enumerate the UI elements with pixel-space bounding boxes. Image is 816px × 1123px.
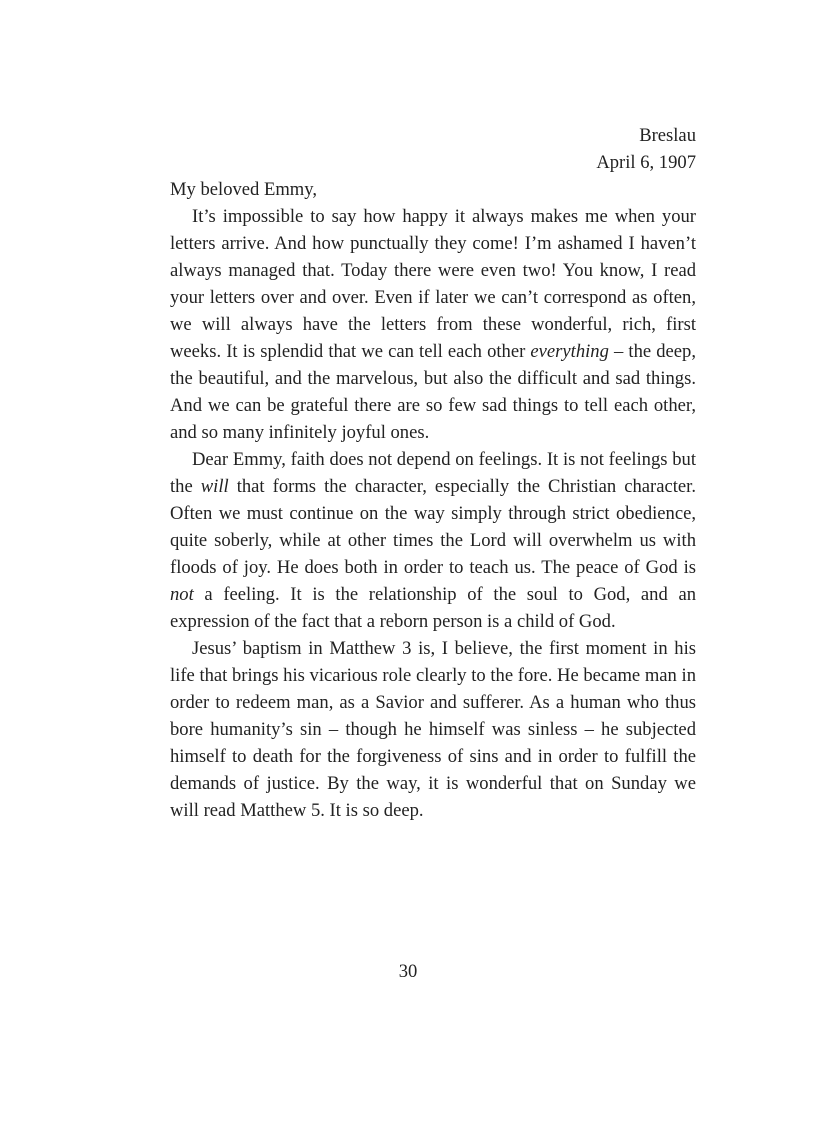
paragraph-2-emphasis-not: not [170, 584, 194, 605]
paragraph-1-text-b: – the deep, the beautiful, and the marvelous, but also the difficult and sad things. And we can be grateful there are so few sad things to tell each other, and so many infinitely joyful ones. [170, 341, 696, 443]
paragraph-2-text-a: Dear Emmy, faith does not depend on feelings. It is not feelings but the [170, 449, 696, 497]
paragraph-2-text-c: a feeling. It is the relationship of the soul to God, and an expression of the fact that a reborn person is a child of God. [170, 584, 696, 632]
paragraph-1-emphasis: everything [530, 341, 609, 362]
letter [170, 122, 696, 824]
paragraph-3: Jesus’ baptism in Matthew 3 is, I believe, the first moment in his life that brings his vicarious role clearly to the fore. He became man in order to redeem man, as a Savior and sufferer. As a human who thus bore humanity’s sin – though he himself was sinless – he subjected himself to death for the forgiveness of sins and in order to fulfill the demands of justice. By the way, it is wonderful that on Sunday we will read Matthew 5. It is so deep. [170, 638, 696, 821]
page-number: 30 [398, 961, 418, 982]
paragraph-2-emphasis-will: will [200, 476, 229, 497]
paragraph-1-text-a: It’s impossible to say how happy it always makes me when your letters arrive. And how punctually they come! I’m ashamed I haven’t always managed that. Today there were even two! You know, I read your letters over and over. Even if later we can’t correspond as often, we will always have the letters from these wonderful, rich, first weeks. It is splendid that we can tell each other [170, 206, 696, 362]
letter-salutation: My beloved Emmy, [170, 179, 318, 200]
paragraph-1 [170, 203, 696, 446]
paragraph-2-text-b: that forms the character, especially the Christian character. Often we must continue on the way simply through strict obedience, quite soberly, while at other times the Lord will overwhelm us with floods of joy. He does both in order to teach us. The peace of God is [170, 476, 696, 578]
paragraph-2 [170, 446, 696, 635]
letter-date: April 6, 1907 [596, 152, 696, 173]
letter-place: Breslau [639, 125, 696, 146]
